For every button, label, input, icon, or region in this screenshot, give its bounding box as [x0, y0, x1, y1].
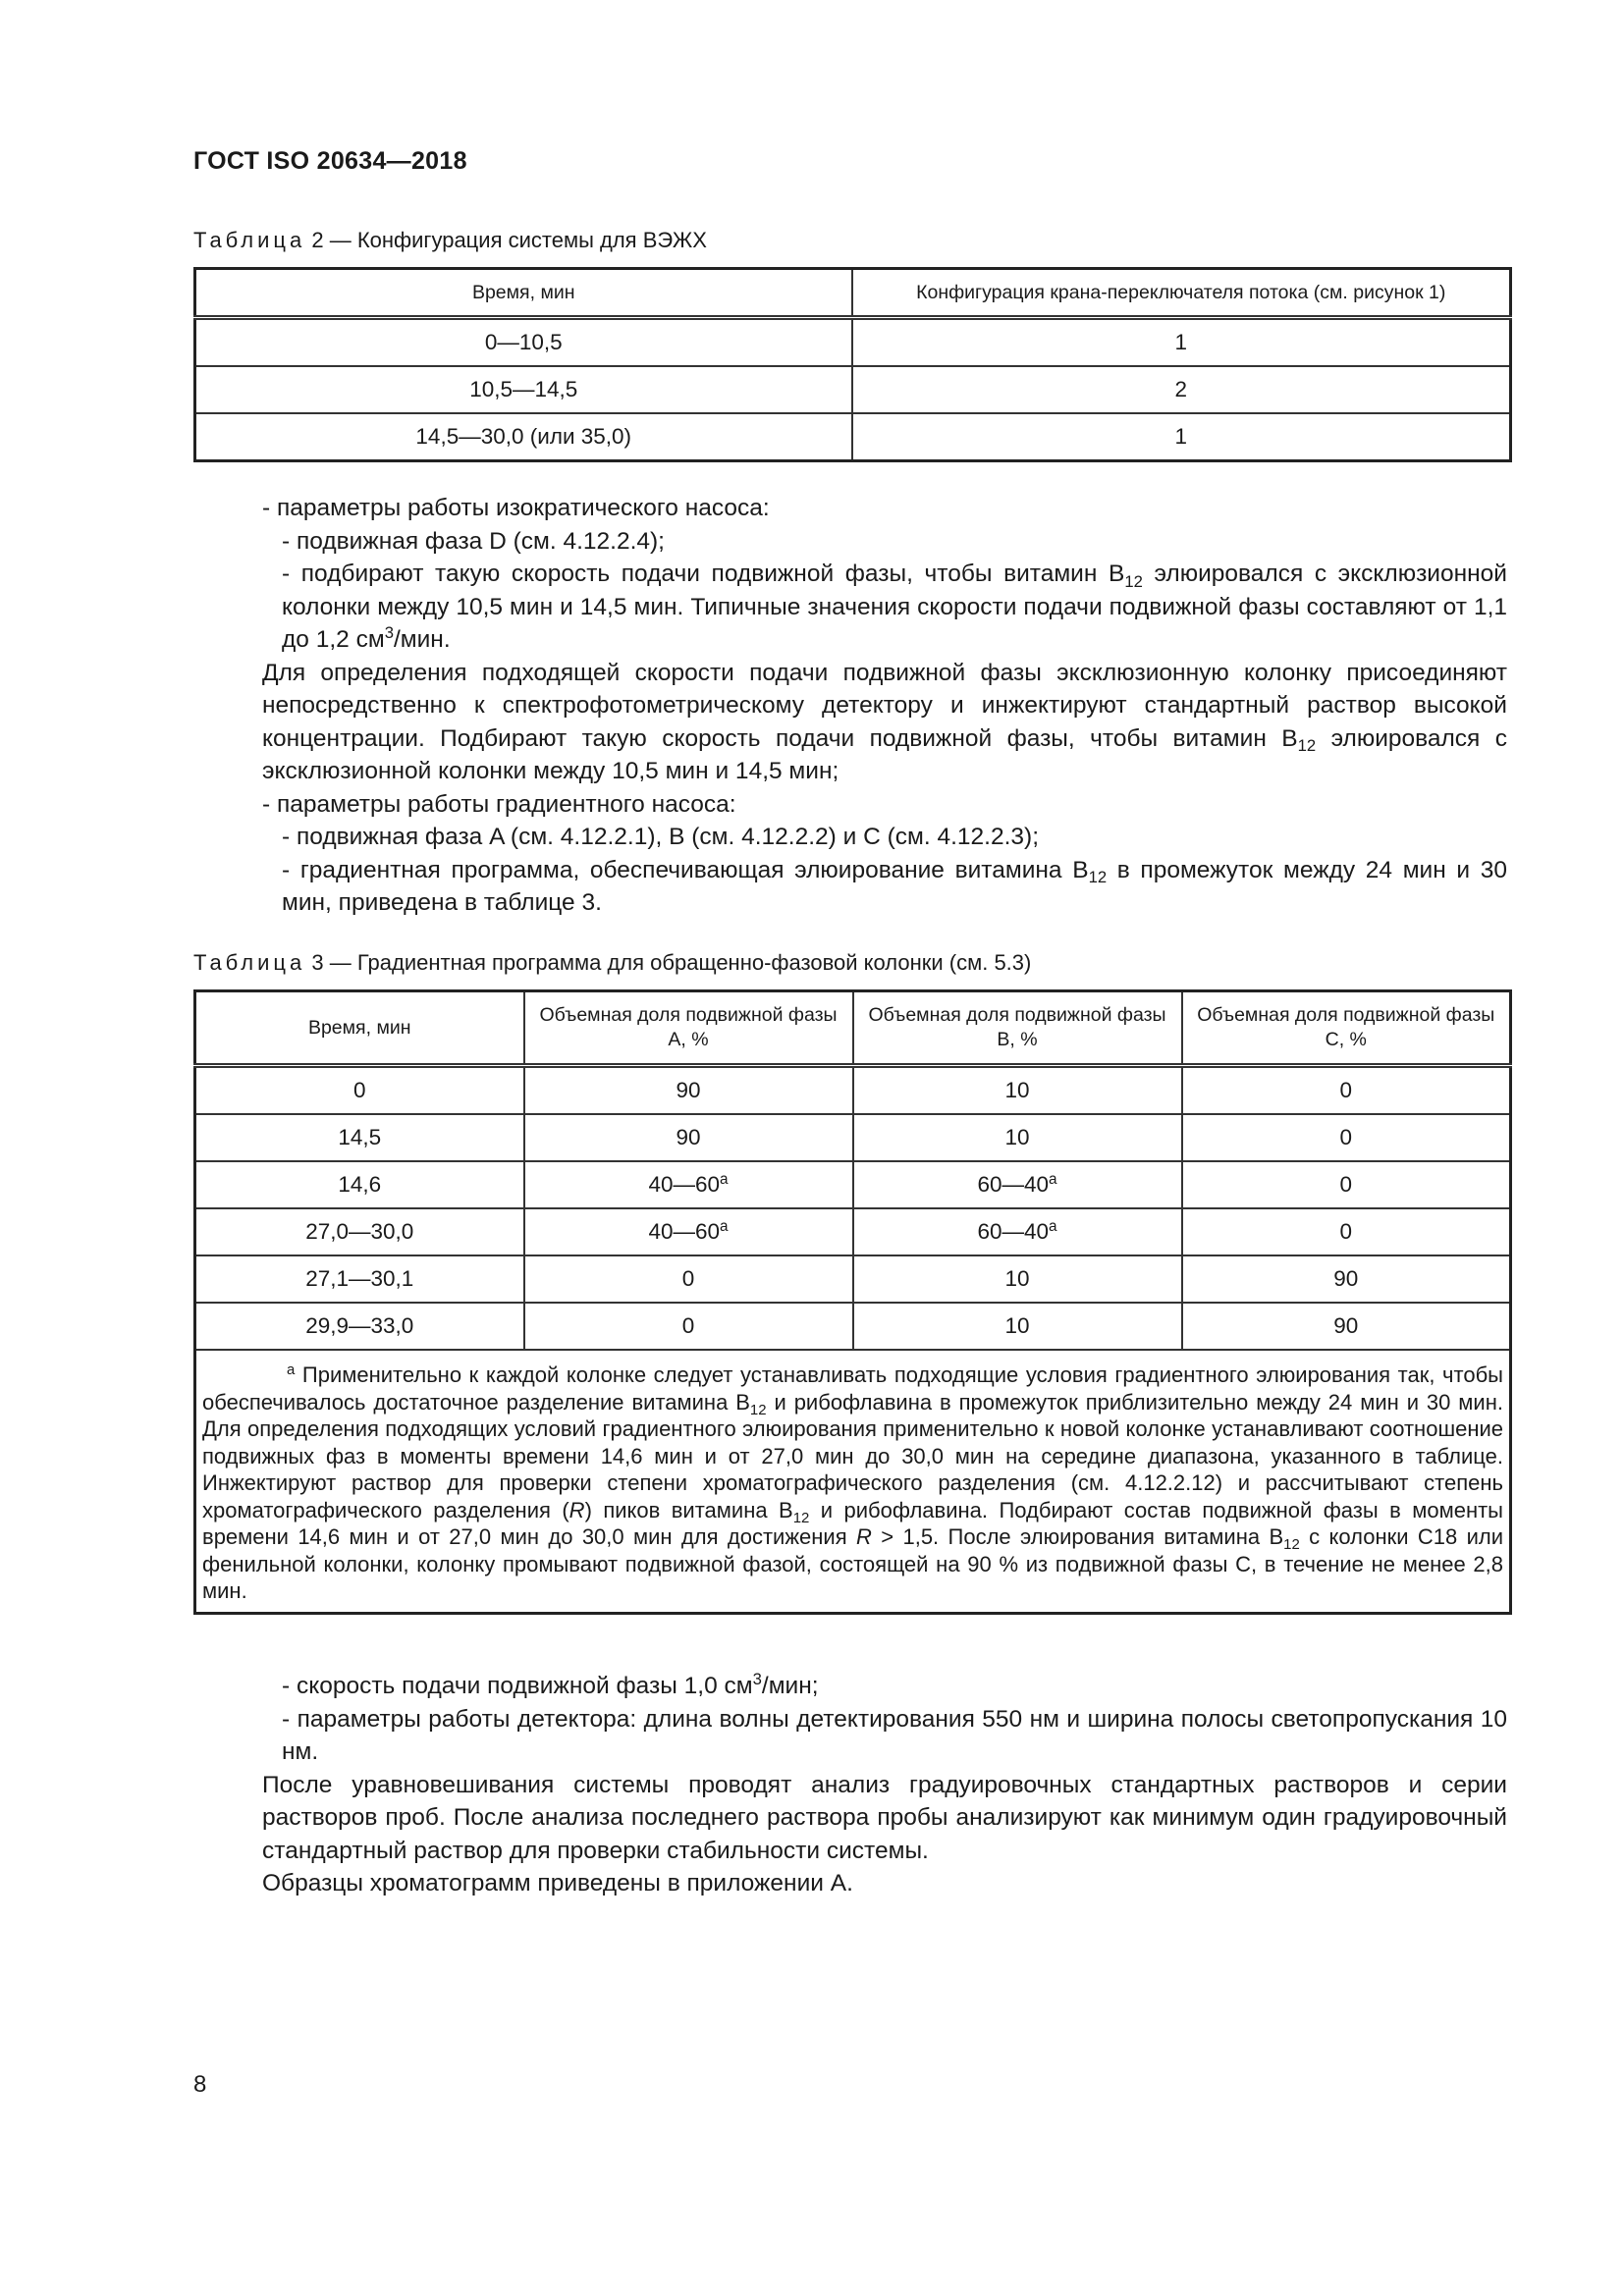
table-header-row	[195, 991, 1511, 1066]
paragraph: - подбирают такую скорость подачи подвижной фазы, чтобы витамин $B_{12}$ элюировался с эксклюзионной колонки между 10,5 мин и 14,5 мин. Типичные значения скорости подачи подвижной фазы составляют от 1,1 до 1,2 $см^3$/мин.	[282, 561, 1507, 653]
table-footnote-row	[195, 1350, 1511, 1613]
table-row	[195, 1208, 1511, 1255]
table-cell: 40—60$^a$	[524, 1161, 853, 1208]
table-cell: 14,5	[195, 1114, 524, 1161]
table-cell: 0	[195, 1066, 524, 1115]
table3-caption-word: Таблица	[193, 950, 306, 975]
column-header-time: Время, мин	[195, 269, 852, 318]
table-row	[195, 1114, 1511, 1161]
page-number: 8	[193, 2071, 207, 2098]
footnote-marker: a	[720, 1170, 729, 1188]
table-header-row	[195, 269, 1511, 318]
table-footnote: $^a$ Применительно к каждой колонке следует устанавливать подходящие условия градиентного элюирования так, чтобы обеспечивалось достаточное разделение витамина $B_{12}$ и рибофлавина в промежуток приблизительно между 24 мин и 30 мин. Для определения подходящих условий градиентного элюирования применительно к новой колонке устанавливают соотношение подвижных фаз в моменты времени 14,6 мин и от 27,0 мин до 30,0 мин на середине диапазона, указанного в таблице. Инжектируют раствор для проверки степени хроматографического разделения (см. 4.12.2.12) и рассчитывают степень хроматографического разделения (R) пиков витамина $B_{12}$ и рибофлавина. Подбирают состав подвижной фазы в моменты времени 14,6 мин и от 27,0 мин до 30,0 мин для достижения R > 1,5. После элюирования витамина $B_{12}$ с колонки C18 или фенильной колонки, колонку промывают подвижной фазой, состоящей на 90 % из подвижной фазы C, в течение не менее 2,8 мин.	[195, 1350, 1511, 1613]
table-row	[195, 1066, 1511, 1115]
footnote-marker: a	[1049, 1217, 1057, 1235]
column-header-phase-a: Объемная доля подвижной фазы A, %	[524, 991, 853, 1066]
table-cell: 10	[853, 1066, 1182, 1115]
body-text-2	[193, 1670, 1507, 1900]
footnote-marker: a	[287, 1361, 296, 1378]
table-cell: 10	[853, 1114, 1182, 1161]
table-cell: 1	[852, 318, 1511, 367]
table-row	[195, 1255, 1511, 1303]
table-cell: 0	[1182, 1066, 1511, 1115]
table3-caption	[193, 950, 1031, 976]
table-cell: 90	[524, 1114, 853, 1161]
table-row	[195, 1161, 1511, 1208]
table3-caption-title: 3 — Градиентная программа для обращенно-фазовой колонки (см. 5.3)	[305, 950, 1032, 975]
body-text-1	[193, 492, 1507, 920]
table-cell: 0	[1182, 1161, 1511, 1208]
paragraph: - подвижная фаза D (см. 4.12.2.4);	[282, 527, 665, 555]
table3-gradient-program	[193, 989, 1512, 1615]
table-row	[195, 366, 1511, 413]
table-row	[195, 1303, 1511, 1350]
paragraph: - градиентная программа, обеспечивающая элюирование витамина $B_{12}$ в промежуток между 24 мин и 30 мин, приведена в таблице 3.	[282, 856, 1508, 916]
table-row	[195, 413, 1511, 461]
table-cell: 40—60$^a$	[524, 1208, 853, 1255]
table-cell: 90	[1182, 1255, 1511, 1303]
column-header-time: Время, мин	[195, 991, 524, 1066]
table-cell: 90	[1182, 1303, 1511, 1350]
table-cell: 27,1—30,1	[195, 1255, 524, 1303]
table-cell: 10,5—14,5	[195, 366, 852, 413]
table-cell: 1	[852, 413, 1511, 461]
document-code: ГОСТ ISO 20634—2018	[193, 147, 467, 175]
paragraph: После уравновешивания системы проводят анализ градуировочных стандартных растворов и серии растворов проб. После анализа последнего раствора пробы анализируют как минимум один градуировочный стандартный раствор для проверки стабильности системы.	[262, 1771, 1507, 1864]
footnote-marker: a	[720, 1217, 729, 1235]
table-cell: 10	[853, 1303, 1182, 1350]
table-cell: 60—40$^a$	[853, 1208, 1182, 1255]
paragraph: - параметры работы градиентного насоса:	[262, 790, 736, 818]
table-cell: 0	[1182, 1208, 1511, 1255]
table-cell: 14,6	[195, 1161, 524, 1208]
paragraph: Для определения подходящей скорости подачи подвижной фазы эксклюзионную колонку присоединяют непосредственно к спектрофотометрическому детектору и инжектируют стандартный раствор высокой концентрации. Подбирают такую скорость подачи подвижной фазы, чтобы витамин $B_{12}$ элюировался с эксклюзионной колонки между 10,5 мин и 14,5 мин;	[262, 659, 1507, 784]
table-cell: 90	[524, 1066, 853, 1115]
table-cell: 0	[1182, 1114, 1511, 1161]
column-header-phase-b: Объемная доля подвижной фазы B, %	[853, 991, 1182, 1066]
paragraph: - подвижная фаза A (см. 4.12.2.1), B (см. 4.12.2.2) и C (см. 4.12.2.3);	[282, 824, 1039, 850]
column-header-phase-c: Объемная доля подвижной фазы C, %	[1182, 991, 1511, 1066]
table2-hplc-config	[193, 267, 1512, 462]
column-header-valve-config: Конфигурация крана-переключателя потока (см. рисунок 1)	[852, 269, 1511, 318]
table-cell: 27,0—30,0	[195, 1208, 524, 1255]
paragraph: - параметры работы детектора: длина волны детектирования 550 нм и ширина полосы светопропускания 10 нм.	[282, 1705, 1507, 1765]
table-cell: 0	[524, 1255, 853, 1303]
table-row	[195, 318, 1511, 367]
table2-caption-word: Таблица	[193, 228, 306, 252]
table2-caption-title: 2 — Конфигурация системы для ВЭЖХ	[305, 228, 707, 252]
paragraph: - скорость подачи подвижной фазы 1,0 $см^3$/мин;	[282, 1669, 819, 1699]
table-cell: 10	[853, 1255, 1182, 1303]
footnote-marker: a	[1049, 1170, 1057, 1188]
table-cell: 14,5—30,0 (или 35,0)	[195, 413, 852, 461]
table-cell: 60—40$^a$	[853, 1161, 1182, 1208]
paragraph: Образцы хроматограмм приведены в приложении А.	[262, 1870, 853, 1896]
paragraph: - параметры работы изократического насоса:	[262, 495, 770, 521]
table-cell: 29,9—33,0	[195, 1303, 524, 1350]
table-cell: 0—10,5	[195, 318, 852, 367]
table2-caption	[193, 228, 707, 253]
table-cell: 2	[852, 366, 1511, 413]
table-cell: 0	[524, 1303, 853, 1350]
